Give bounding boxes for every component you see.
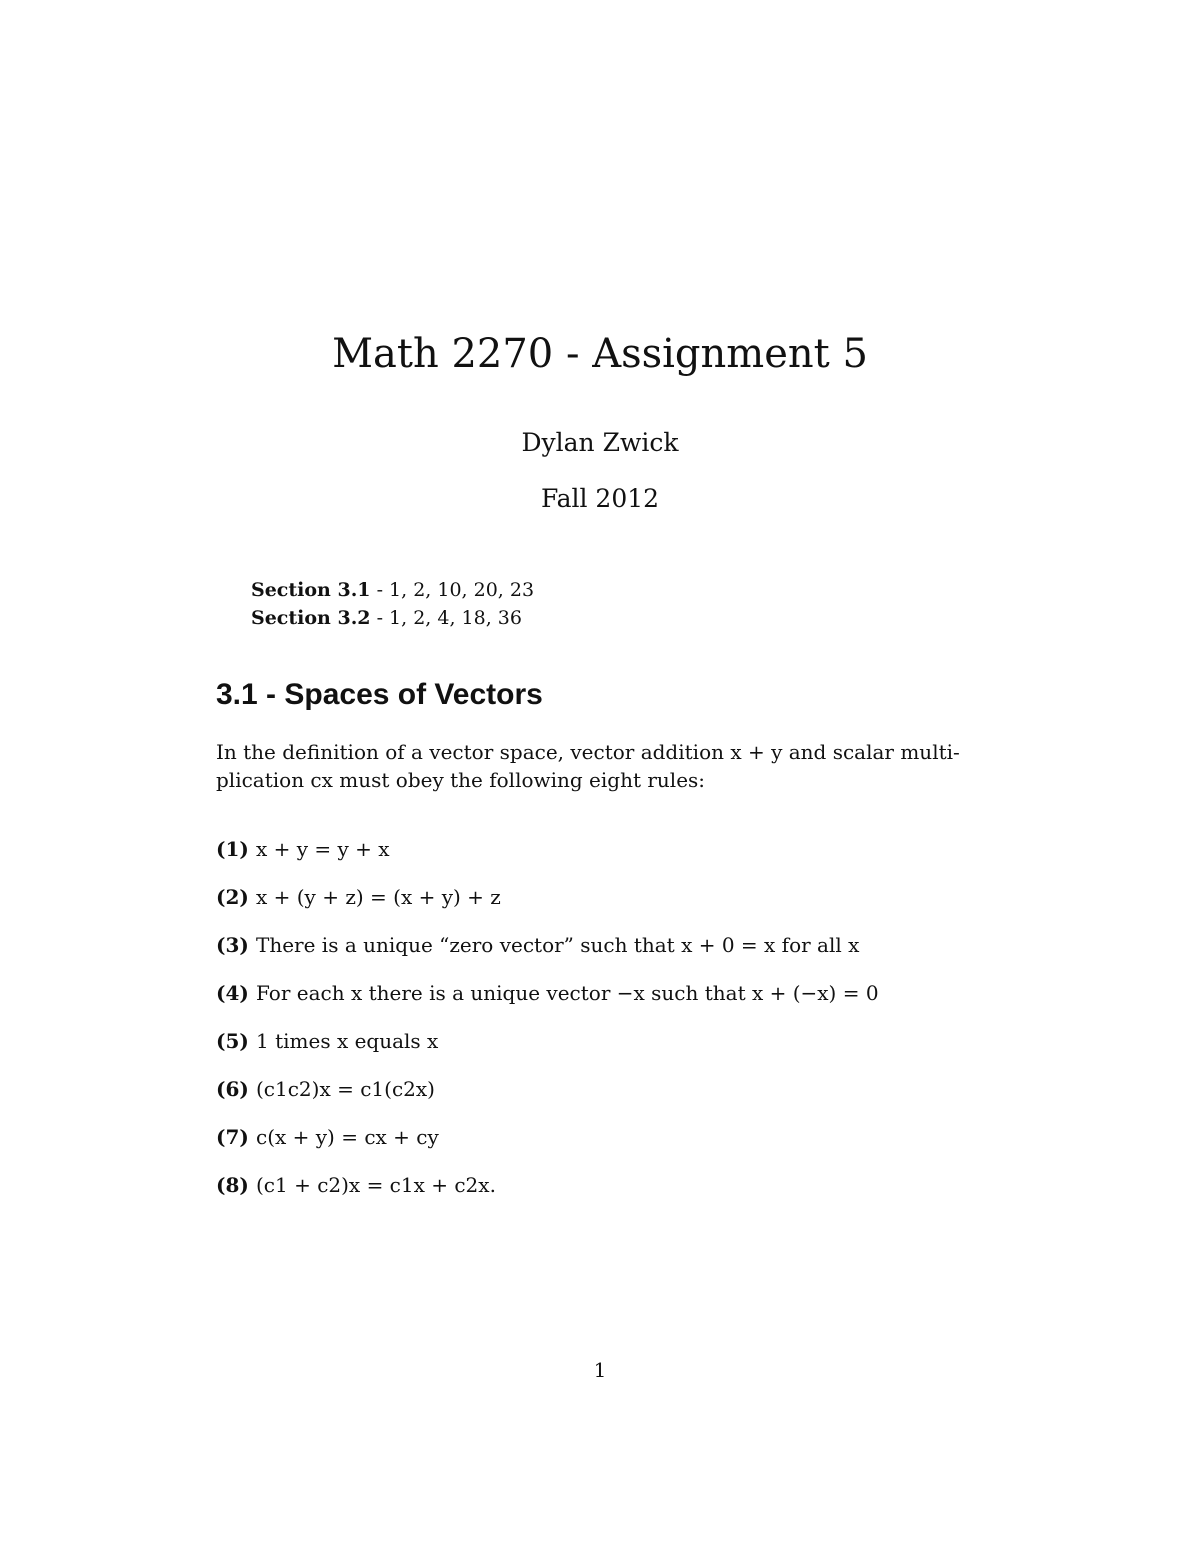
rule-number: (8) — [216, 1173, 249, 1197]
document-title: Math 2270 - Assignment 5 — [332, 331, 868, 377]
rule-item — [216, 979, 879, 1007]
rule-item — [216, 1171, 496, 1199]
rule-item — [216, 931, 859, 959]
rule-text: For each x there is a unique vector −x such that x + (−x) = 0 — [256, 981, 879, 1005]
rule-number: (3) — [216, 933, 249, 957]
rule-number: (4) — [216, 981, 249, 1005]
document-date: Fall 2012 — [540, 484, 660, 513]
document-author: Dylan Zwick — [521, 428, 679, 457]
rule-text: There is a unique “zero vector” such that x + 0 = x for all x — [256, 933, 860, 957]
rule-text: (c1 + c2)x = c1x + c2x. — [256, 1173, 496, 1197]
assigned-problems-line — [251, 576, 534, 604]
rule-item — [216, 1075, 435, 1103]
section-heading: 3.1 - Spaces of Vectors — [216, 678, 543, 711]
rule-text: (c1c2)x = c1(c2x) — [256, 1077, 435, 1101]
rule-number: (6) — [216, 1077, 249, 1101]
rule-text: x + y = y + x — [256, 837, 390, 861]
rule-text: 1 times x equals x — [256, 1029, 439, 1053]
problem-list: - 1, 2, 4, 18, 36 — [376, 607, 522, 629]
rule-item — [216, 835, 390, 863]
problem-list: - 1, 2, 10, 20, 23 — [376, 579, 535, 601]
section-label: Section 3.1 — [251, 579, 371, 601]
rule-number: (1) — [216, 837, 249, 861]
intro-paragraph-line-1: In the definition of a vector space, vector addition x + y and scalar multi- — [216, 740, 960, 764]
rule-number: (2) — [216, 885, 249, 909]
rule-text: c(x + y) = cx + cy — [256, 1125, 439, 1149]
assigned-problems-line — [251, 604, 522, 632]
rule-item — [216, 883, 501, 911]
rule-text: x + (y + z) = (x + y) + z — [256, 885, 501, 909]
page-number: 1 — [593, 1358, 607, 1382]
intro-paragraph-line-2: plication cx must obey the following eight rules: — [216, 768, 706, 792]
rule-number: (7) — [216, 1125, 249, 1149]
rule-number: (5) — [216, 1029, 249, 1053]
rule-item — [216, 1123, 439, 1151]
rule-item — [216, 1027, 438, 1055]
section-label: Section 3.2 — [251, 607, 371, 629]
